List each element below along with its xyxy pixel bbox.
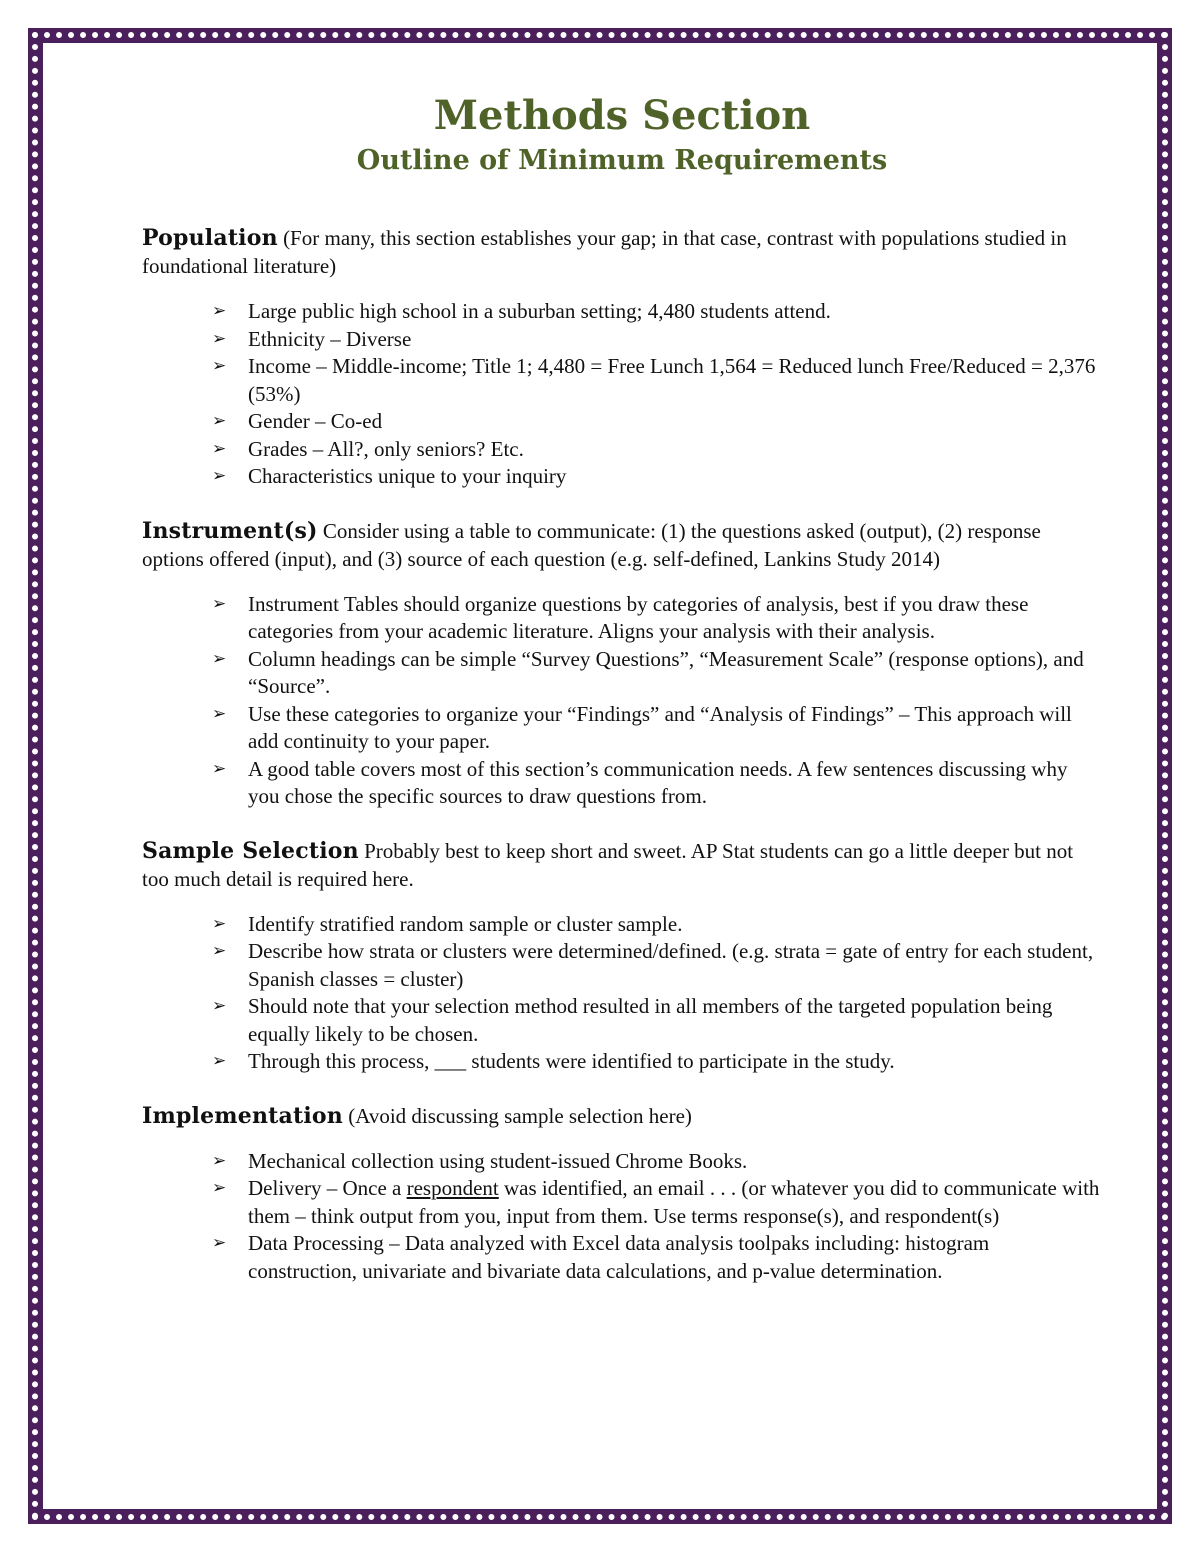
sample-selection-list [142,911,1102,1076]
list-item [212,326,1102,354]
instruments-section [142,517,1102,811]
list-item-text: A good table covers most of this section’s communication needs. A few sentences discussing why you chose the specific sources to draw questions from. [248,756,1068,808]
list-item [212,463,1102,491]
list-item-text: Describe how strata or clusters were determined/defined. (e.g. strata = gate of entry for each student, Spanish classes = cluster) [248,939,1094,991]
instruments-note: Consider using a table to communicate: (1) the questions asked (output), (2) response options offered (input), and (3) source of each question (e.g. self-defined, Lankins Study 2014) [142,518,1041,571]
population-note: (For many, this section establishes your gap; in that case, contrast with populations studied in foundational literature) [142,226,1067,278]
list-item-text: Characteristics unique to your inquiry [248,464,567,488]
list-item [212,353,1102,408]
list-item-text: Use these categories to organize your “Findings” and “Analysis of Findings” – This approach will add continuity to your paper. [248,701,1072,753]
instruments-intro [142,517,1102,573]
implementation-section [142,1102,1102,1286]
document-title: Methods Section [433,92,811,139]
list-item [212,408,1102,436]
list-item [212,1230,1102,1285]
list-item-text: Through this process, ___ students were identified to participate in the study. [248,1049,895,1073]
arrowhead-bullet-icon: ➢ [212,996,227,1016]
list-item [212,1148,1102,1176]
list-item-text: Income – Middle-income; Title 1; 4,480 = Free Lunch 1,564 = Reduced lunch Free/Reduced = 2,376 (53%) [248,354,1096,406]
implementation-heading: Implementation [142,1102,343,1129]
list-item-text: Large public high school in a suburban setting; 4,480 students attend. [248,299,831,323]
population-heading: Population [142,225,278,251]
arrowhead-bullet-icon: ➢ [212,593,227,614]
population-intro [142,224,1102,280]
instruments-list [142,591,1102,811]
list-item [212,1048,1102,1076]
arrowhead-bullet-icon: ➢ [212,356,227,376]
list-item [212,911,1102,939]
document-body [142,90,1102,1311]
sample-selection-heading: Sample Selection [142,837,359,864]
list-item [212,646,1102,701]
arrowhead-bullet-icon: ➢ [212,411,227,431]
implementation-note: (Avoid discussing sample selection here) [342,1103,692,1128]
delivery-text-after: was identified, an email . . . (or whatever you did to communicate with them – think output from you, input from them. Use terms response(s), and respondent(s) [248,1176,1100,1228]
implementation-intro [142,1102,1102,1130]
list-item [212,701,1102,756]
list-item-text: Data Processing – Data analyzed with Excel data analysis toolpaks including: histogram construction, univariate and bivariate data calculations, and p-value determination. [248,1231,990,1283]
arrowhead-bullet-icon: ➢ [212,328,227,349]
list-item [212,298,1102,326]
list-item-text: Instrument Tables should organize questions by categories of analysis, best if you draw these categories from your academic literature. Aligns your analysis with their analysis. [248,591,1029,643]
list-item-text: Column headings can be simple “Survey Questions”, “Measurement Scale” (response options), and “Source”. [248,646,1084,698]
sample-selection-note: Probably best to keep short and sweet. AP Stat students can go a little deeper but not too much detail is required here. [142,838,1074,891]
delivery-text-before: Delivery – Once a [248,1176,407,1200]
respondent-term: respondent [406,1176,499,1200]
list-item-text: Mechanical collection using student-issued Chrome Books. [248,1148,748,1173]
list-item [212,756,1102,811]
population-section [142,224,1102,491]
arrowhead-bullet-icon: ➢ [212,941,227,961]
arrowhead-bullet-icon: ➢ [212,1233,227,1253]
arrowhead-bullet-icon: ➢ [212,1178,227,1198]
list-item-text: Identify stratified random sample or cluster sample. [248,911,683,936]
list-item [212,1175,1102,1230]
sample-selection-intro [142,837,1102,893]
list-item-text: Should note that your selection method resulted in all members of the targeted population being equally likely to be chosen. [248,994,1053,1046]
arrowhead-bullet-icon: ➢ [212,758,227,779]
list-item-text: Grades – All?, only seniors? Etc. [248,436,524,461]
instruments-heading: Instrument(s) [142,517,318,544]
document-subtitle: Outline of Minimum Requirements [356,145,888,176]
list-item [212,993,1102,1048]
arrowhead-bullet-icon: ➢ [212,648,227,669]
arrowhead-bullet-icon: ➢ [212,301,227,321]
arrowhead-bullet-icon: ➢ [212,438,227,459]
arrowhead-bullet-icon: ➢ [212,703,227,724]
implementation-list [142,1148,1102,1286]
arrowhead-bullet-icon: ➢ [212,1051,227,1071]
list-item [212,591,1102,646]
population-list [142,298,1102,491]
arrowhead-bullet-icon: ➢ [212,913,227,934]
list-item-text: Gender – Co-ed [248,409,383,433]
arrowhead-bullet-icon: ➢ [212,1150,227,1171]
list-item-text: Ethnicity – Diverse [248,326,412,351]
arrowhead-bullet-icon: ➢ [212,466,227,486]
list-item [212,938,1102,993]
list-item [212,436,1102,464]
sample-selection-section [142,837,1102,1076]
